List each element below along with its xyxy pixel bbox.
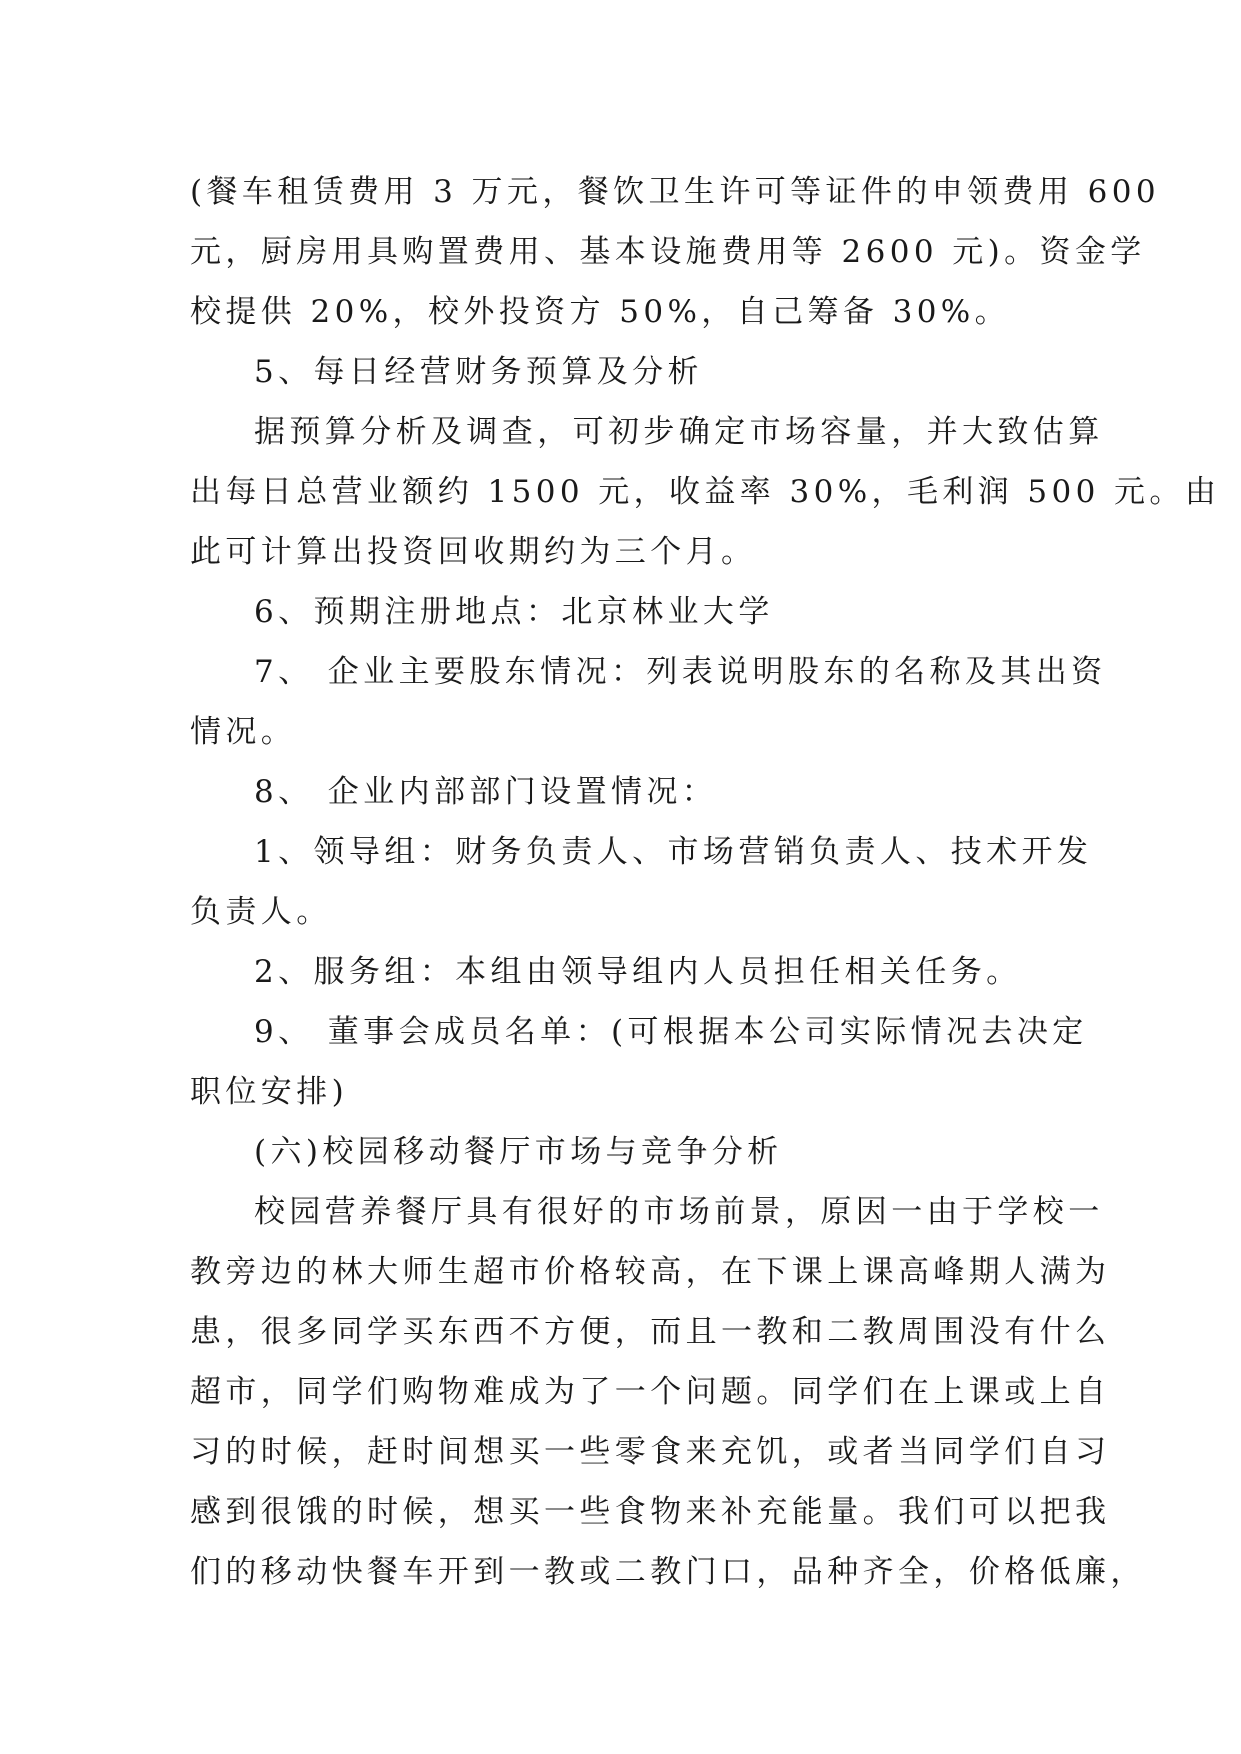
text-line: 们的移动快餐车开到一教或二教门口，品种齐全，价格低廉，: [190, 1554, 1146, 1590]
text-line: 感到很饿的时候，想买一些食物来补充能量。我们可以把我: [190, 1494, 1111, 1530]
text-line: 据预算分析及调查，可初步确定市场容量，并大致估算: [254, 414, 1104, 450]
text-line: 元，厨房用具购置费用、基本设施费用等 2600 元)。资金学: [190, 234, 1146, 270]
text-line: 此可计算出投资回收期约为三个月。: [190, 534, 757, 570]
text-line: 患，很多同学买东西不方便，而且一教和二教周围没有什么: [190, 1314, 1111, 1350]
section-heading-departments: 8、 企业内部部门设置情况：: [254, 774, 718, 810]
text-line: 出每日总营业额约 1500 元，收益率 30%，毛利润 500 元。由: [190, 474, 1221, 510]
text-line: 超市，同学们购物难成为了一个问题。同学们在上课或上自: [190, 1374, 1111, 1410]
section-heading-location: 6、预期注册地点：北京林业大学: [254, 594, 774, 630]
text-line: 负责人。: [190, 894, 332, 930]
section-heading-shareholders: 7、 企业主要股东情况：列表说明股东的名称及其出资: [254, 654, 1107, 690]
body-text: [190, 162, 1221, 1602]
text-line: 情况。: [190, 714, 297, 750]
list-item-service: 2、服务组：本组由领导组内人员担任相关任务。: [254, 954, 1022, 990]
text-line: 校园营养餐厅具有很好的市场前景，原因一由于学校一: [254, 1194, 1104, 1230]
list-item-leadership: 1、领导组：财务负责人、市场营销负责人、技术开发: [254, 834, 1093, 870]
text-line: (餐车租赁费用 3 万元，餐饮卫生许可等证件的申领费用 600: [190, 174, 1160, 210]
text-line: 教旁边的林大师生超市价格较高，在下课上课高峰期人满为: [190, 1254, 1111, 1290]
section-heading-budget: 5、每日经营财务预算及分析: [254, 354, 703, 390]
chapter-heading-market: (六)校园移动餐厅市场与竞争分析: [254, 1134, 783, 1170]
text-line: 校提供 20%，校外投资方 50%，自己筹备 30%。: [190, 294, 1011, 330]
section-heading-board: 9、 董事会成员名单：(可根据本公司实际情况去决定: [254, 1014, 1088, 1050]
text-line: 习的时候，赶时间想买一些零食来充饥，或者当同学们自习: [190, 1434, 1111, 1470]
text-line: 职位安排): [190, 1074, 349, 1110]
